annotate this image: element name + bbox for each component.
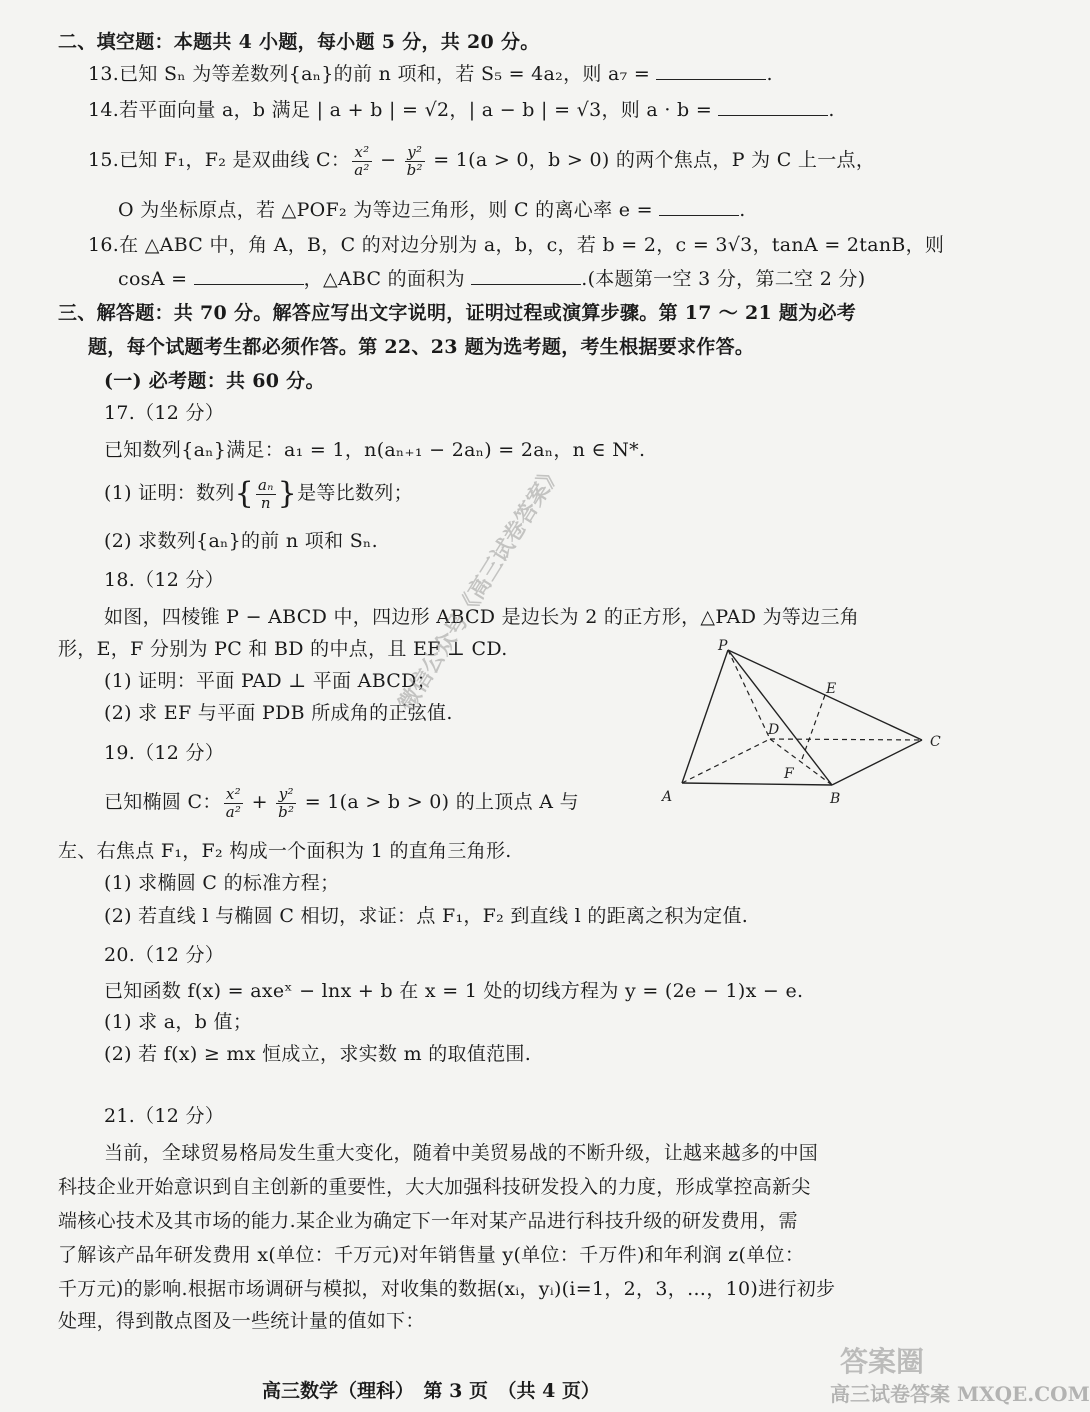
q20-part2: (2) 若 f(x) ≥ mx 恒成立，求实数 m 的取值范围. bbox=[104, 1043, 532, 1065]
q19-line2: 左、右焦点 F₁，F₂ 构成一个面积为 1 的直角三角形. bbox=[58, 840, 512, 862]
q16-line1: 16.在 △ABC 中，角 A，B，C 的对边分别为 a，b，c，若 b = 2，c = 3√3，tanA = 2tanB，则 bbox=[88, 234, 945, 256]
label-D: D bbox=[768, 722, 780, 738]
label-B: B bbox=[830, 791, 841, 807]
q15-line2-text: O 为坐标原点，若 △POF₂ 为等边三角形，则 C 的离心率 e = bbox=[118, 199, 653, 221]
q15-pre: 15.已知 F₁，F₂ 是双曲线 C： bbox=[88, 149, 351, 171]
q19-frac-x: $\frac{\text{x²}}{\text{a²}}$ bbox=[225, 784, 242, 821]
edge-PB bbox=[728, 650, 832, 785]
q18-part2: (2) 求 EF 与平面 PDB 所成角的正弦值. bbox=[104, 702, 453, 724]
q15-frac-y: $\frac{\text{y²}}{\text{b²}}$ bbox=[406, 142, 423, 179]
q17-right-brace: } bbox=[277, 476, 298, 511]
pyramid-figure bbox=[650, 635, 950, 810]
q17-stem: 已知数列{aₙ}满足：a₁ = 1，n(aₙ₊₁ − 2aₙ) = 2aₙ，n ∈ N*. bbox=[104, 439, 646, 461]
q19-pre: 已知椭圆 C： bbox=[104, 791, 222, 813]
q13-answer-blank[interactable] bbox=[656, 61, 766, 80]
q13-text: 13.已知 Sₙ 为等差数列{aₙ}的前 n 项和，若 S₅ = 4a₂，则 a₇ = bbox=[88, 63, 651, 85]
edge-PA bbox=[682, 650, 728, 783]
edge-AB bbox=[682, 783, 832, 785]
q14-answer-blank[interactable] bbox=[718, 97, 828, 116]
edge-BC bbox=[832, 740, 922, 785]
label-A: A bbox=[662, 789, 673, 805]
q16-answer-blank-2[interactable] bbox=[471, 266, 581, 285]
label-C: C bbox=[930, 734, 941, 750]
watermark-diagonal: 微信公众号《高三试卷答案》 bbox=[393, 459, 568, 716]
q21-score: 21.（12 分） bbox=[104, 1105, 225, 1127]
section2-header: 二、填空题：本题共 4 小题，每小题 5 分，共 20 分。 bbox=[58, 31, 540, 53]
q14-tail: . bbox=[828, 99, 835, 121]
q19-post: = 1(a > b > 0) 的上顶点 A 与 bbox=[298, 791, 579, 813]
q15-minus: − bbox=[373, 149, 403, 171]
q19-stem bbox=[104, 780, 579, 824]
q15-post: = 1(a > 0，b > 0) 的两个焦点，P 为 C 上一点， bbox=[426, 149, 876, 171]
q18-line1: 如图，四棱锥 P − ABCD 中，四边形 ABCD 是边长为 2 的正方形，△PAD 为等边三角 bbox=[104, 606, 860, 628]
edge-DC bbox=[770, 739, 922, 740]
q15-line1 bbox=[88, 140, 875, 180]
section3-header-2: 题，每个试题考生都必须作答。第 22、23 题为选考题，考生根据要求作答。 bbox=[88, 336, 755, 358]
q18-score: 18.（12 分） bbox=[104, 569, 225, 591]
q15-line2 bbox=[118, 197, 746, 223]
q18-line2: 形，E，F 分别为 PC 和 BD 的中点，且 EF ⊥ CD. bbox=[58, 638, 508, 660]
q16-cosA-label: cosA = bbox=[118, 268, 188, 290]
q16-answer-blank-1[interactable] bbox=[194, 266, 304, 285]
q16-note: .(本题第一空 3 分，第二空 2 分) bbox=[581, 268, 866, 290]
q18-part1: (1) 证明：平面 PAD ⊥ 平面 ABCD； bbox=[104, 670, 436, 692]
segment-EF bbox=[801, 695, 825, 762]
q17-part1-post: 是等比数列； bbox=[297, 482, 413, 504]
watermark-site: 高三试卷答案 MXQE.COM bbox=[830, 1382, 1090, 1406]
q16-line2 bbox=[118, 266, 865, 292]
q19-part2: (2) 若直线 l 与椭圆 C 相切，求证：点 F₁，F₂ 到直线 l 的距离之积为定值. bbox=[104, 905, 749, 927]
q14 bbox=[88, 97, 835, 123]
q20-score: 20.（12 分） bbox=[104, 944, 225, 966]
edge-PD bbox=[728, 650, 770, 739]
watermark-logo: 答案圈 bbox=[840, 1345, 925, 1378]
label-P: P bbox=[718, 638, 728, 654]
q21-line-6: 处理，得到散点图及一些统计量的值如下： bbox=[58, 1310, 425, 1332]
q17-score: 17.（12 分） bbox=[104, 402, 225, 424]
q19-score: 19.（12 分） bbox=[104, 742, 225, 764]
q17-part1-pre: (1) 证明：数列 bbox=[104, 482, 235, 504]
q21-line-5: 千万元)的影响.根据市场调研与模拟，对收集的数据(xᵢ，yᵢ)(i=1，2，3，…，10)进行初步 bbox=[58, 1278, 836, 1300]
q19-plus: + bbox=[245, 791, 275, 813]
q15-answer-blank[interactable] bbox=[659, 197, 739, 216]
q17-part1 bbox=[104, 472, 413, 515]
page-footer: 高三数学（理科） 第 3 页 （共 4 页） bbox=[262, 1380, 600, 1402]
q13 bbox=[88, 61, 773, 87]
section3-header-1: 三、解答题：共 70 分。解答应写出文字说明，证明过程或演算步骤。第 17 ～ 21 题为必考 bbox=[58, 302, 857, 324]
q14-text: 14.若平面向量 a，b 满足 | a + b | = √2，| a − b | = √3，则 a · b = bbox=[88, 99, 713, 121]
q15-tail: . bbox=[739, 199, 746, 221]
q15-frac-x: $\frac{\text{x²}}{\text{a²}}$ bbox=[354, 142, 370, 179]
q21-line-3: 端核心技术及其市场的能力.某企业为确定下一年对某产品进行科技升级的研发费用，需 bbox=[58, 1210, 798, 1232]
q17-part2: (2) 求数列{aₙ}的前 n 项和 Sₙ. bbox=[104, 530, 378, 552]
q20-stem: 已知函数 f(x) = axeˣ − lnx + b 在 x = 1 处的切线方程为 y = (2e − 1)x − e. bbox=[104, 980, 804, 1002]
q21-line-4: 了解该产品年研发费用 x(单位：千万元)对年销售量 y(单位：千万件)和年利润 z(单位： bbox=[58, 1244, 805, 1266]
q21-line-1: 当前，全球贸易格局发生重大变化，随着中美贸易战的不断升级，让越来越多的中国 bbox=[104, 1142, 819, 1164]
q16-area-label: ，△ABC 的面积为 bbox=[303, 268, 465, 290]
label-E: E bbox=[826, 681, 837, 697]
section3-subheader: (一) 必考题：共 60 分。 bbox=[104, 370, 325, 392]
q13-tail: . bbox=[766, 63, 773, 85]
q19-part1: (1) 求椭圆 C 的标准方程； bbox=[104, 872, 340, 894]
q17-frac: $\frac{\text{aₙ}}{n}$ bbox=[258, 475, 274, 512]
label-F: F bbox=[784, 766, 794, 782]
q17-left-brace: { bbox=[234, 476, 255, 511]
q20-part1: (1) 求 a，b 值； bbox=[104, 1011, 253, 1033]
q19-frac-y: $\frac{\text{y²}}{\text{b²}}$ bbox=[278, 784, 295, 821]
q21-line-2: 科技企业开始意识到自主创新的重要性，大大加强科技研发投入的力度，形成掌控高新尖 bbox=[58, 1176, 811, 1198]
